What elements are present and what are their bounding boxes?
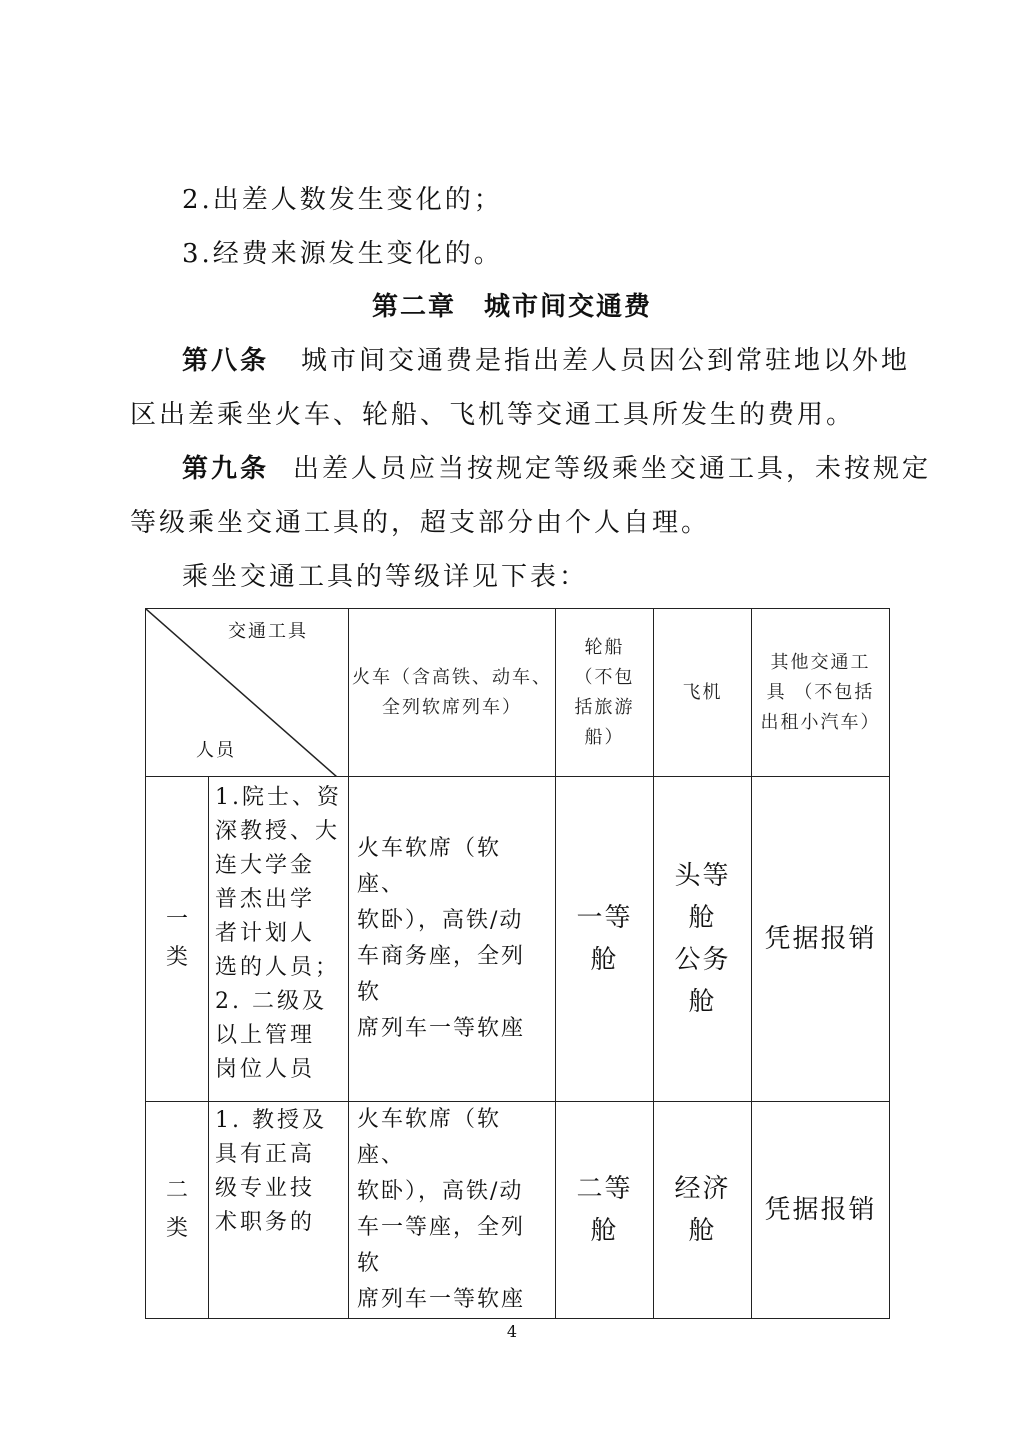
- persons-line: 具有正高: [215, 1142, 316, 1167]
- table-header-row: [146, 609, 890, 777]
- table-row: [146, 777, 890, 1102]
- category-cell: [146, 777, 209, 1102]
- persons-cell: [209, 777, 349, 1102]
- category-line: 二: [165, 1178, 188, 1203]
- ship-cell: [556, 1102, 654, 1319]
- persons-line: 普杰出学: [215, 887, 316, 912]
- header-train: [349, 609, 556, 777]
- list-item-3: 3.经费来源发生变化的。: [182, 239, 503, 269]
- header-transport-label: 交通工具: [228, 621, 308, 642]
- article-9-line-2: 等级乘坐交通工具的，超支部分由个人自理。: [130, 508, 711, 538]
- header-person-label: 人员: [196, 740, 236, 761]
- other-cell: 凭据报销: [752, 777, 890, 1102]
- persons-line: 术职务的: [215, 1210, 316, 1235]
- train-line: 车商务座，全列软: [357, 944, 526, 1005]
- category-line: 类: [165, 945, 188, 970]
- train-line: 席列车一等软座: [357, 1287, 526, 1312]
- plane-cell: [654, 777, 752, 1102]
- persons-cell: [209, 1102, 349, 1319]
- ship-line: 二等: [576, 1174, 633, 1204]
- page-number: 4: [506, 1322, 518, 1341]
- article-8-text-1: 城市间交通费是指出差人员因公到常驻地以外地: [301, 346, 911, 376]
- train-line: 车一等座，全列软: [357, 1215, 526, 1276]
- other-cell: 凭据报销: [752, 1102, 890, 1319]
- category-cell: [146, 1102, 209, 1319]
- header-ship-line: 轮船: [584, 636, 625, 658]
- header-ship-line: 括旅游: [574, 696, 635, 718]
- plane-cell: [654, 1102, 752, 1319]
- persons-line: 2. 二级及: [215, 989, 327, 1014]
- ship-line: 一等: [576, 903, 633, 933]
- train-line: 火车软席（软座、: [357, 1107, 502, 1168]
- header-other: [752, 609, 890, 777]
- diagonal-header-cell: [146, 609, 349, 777]
- ship-line: 舱: [590, 1216, 619, 1246]
- article-9-text-1: 出差人员应当按规定等级乘坐交通工具，未按规定: [293, 454, 932, 484]
- train-line: 软卧），高铁/动: [357, 1179, 524, 1204]
- article-8-label: 第八条: [182, 346, 270, 376]
- persons-line: 连大学金: [215, 853, 316, 878]
- list-item-2: 2.出差人数发生变化的；: [182, 185, 503, 215]
- train-cell: [349, 1102, 556, 1319]
- persons-line: 以上管理: [215, 1023, 316, 1048]
- article-8-line-1: [182, 344, 910, 378]
- category-line: 一: [165, 907, 188, 932]
- persons-line: 者计划人: [215, 921, 316, 946]
- train-line: 火车软席（软座、: [357, 836, 502, 897]
- plane-line: 舱: [688, 987, 717, 1017]
- plane-line: 舱: [688, 1216, 717, 1246]
- persons-line: 级专业技: [215, 1176, 316, 1201]
- ship-cell: [556, 777, 654, 1102]
- persons-line: 深教授、大: [215, 819, 341, 844]
- plane-line: 舱: [688, 903, 717, 933]
- header-ship-line: 船）: [584, 726, 625, 748]
- category-line: 类: [165, 1216, 188, 1241]
- header-other-line: 出租小汽车）: [760, 711, 881, 733]
- header-ship: [556, 609, 654, 777]
- article-8-line-2: 区出差乘坐火车、轮船、飞机等交通工具所发生的费用。: [130, 400, 856, 430]
- plane-line: 经济: [674, 1174, 731, 1204]
- table-intro: 乘坐交通工具的等级详见下表：: [182, 562, 589, 592]
- train-cell: [349, 777, 556, 1102]
- train-line: 软卧），高铁/动: [357, 908, 524, 933]
- table-row: [146, 1102, 890, 1319]
- article-9-line-1: [182, 452, 931, 486]
- plane-line: 公务: [674, 945, 731, 975]
- article-9-label: 第九条: [182, 454, 270, 484]
- transport-class-table: [145, 608, 890, 1319]
- persons-line: 岗位人员: [215, 1057, 316, 1082]
- header-train-line: 全列软席列车）: [382, 696, 522, 718]
- header-ship-line: （不包: [574, 666, 635, 688]
- header-other-line: 具 （不包括: [766, 681, 875, 703]
- plane-line: 头等: [674, 861, 731, 891]
- ship-line: 舱: [590, 945, 619, 975]
- header-plane: 飞机: [654, 609, 752, 777]
- persons-line: 1.院士、资: [215, 785, 342, 810]
- chapter-title: 第二章 城市间交通费: [371, 292, 652, 322]
- header-train-line: 火车（含高铁、动车、: [352, 666, 552, 688]
- train-line: 席列车一等软座: [357, 1016, 526, 1041]
- persons-line: 选的人员；: [215, 955, 341, 980]
- persons-line: 1. 教授及: [215, 1108, 327, 1133]
- header-other-line: 其他交通工: [770, 651, 871, 673]
